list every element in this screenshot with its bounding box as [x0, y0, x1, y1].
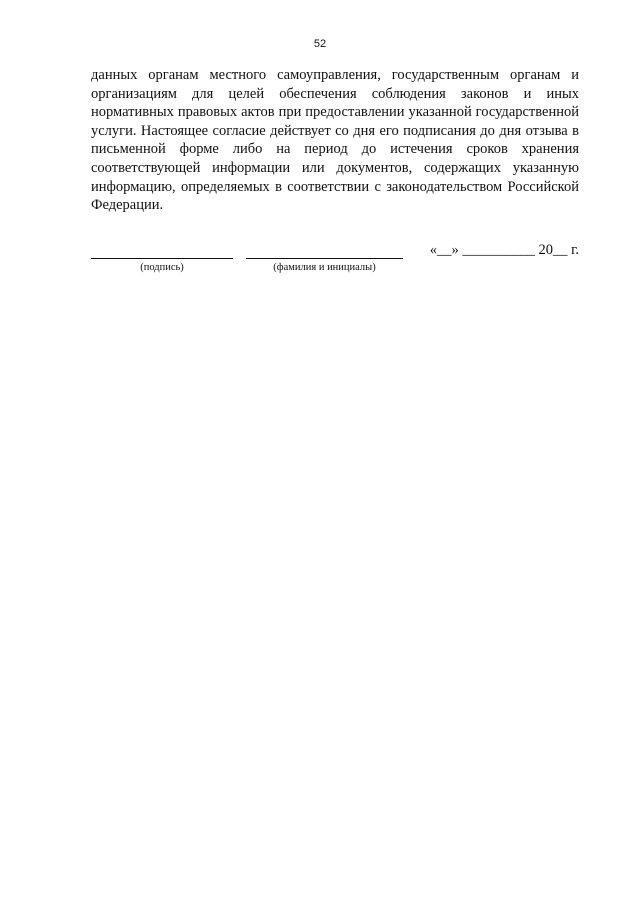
page-number: 52 [313, 38, 327, 50]
signature-block [91, 240, 579, 280]
consent-paragraph: данных органам местного самоуправления, государственным органам и организациям для целей обеспечения соблюдения законов и иных нормативных правовых актов при предоставлении указанной государственной услуги. Настоящее согласие действует со дня его подписания до дня отзыва в письменной форме либо на период до истечения сроков хранения соответствующей информации или документов, содержащих указанную информацию, определяемых в соответствии с законодательством Российской Федерации. [91, 67, 579, 214]
date-field: «__» __________ 20__ г. [429, 242, 579, 258]
signature-caption: (подпись) [140, 262, 184, 273]
name-line [246, 258, 403, 259]
name-caption: (фамилия и инициалы) [273, 262, 376, 273]
signature-line [91, 258, 233, 259]
